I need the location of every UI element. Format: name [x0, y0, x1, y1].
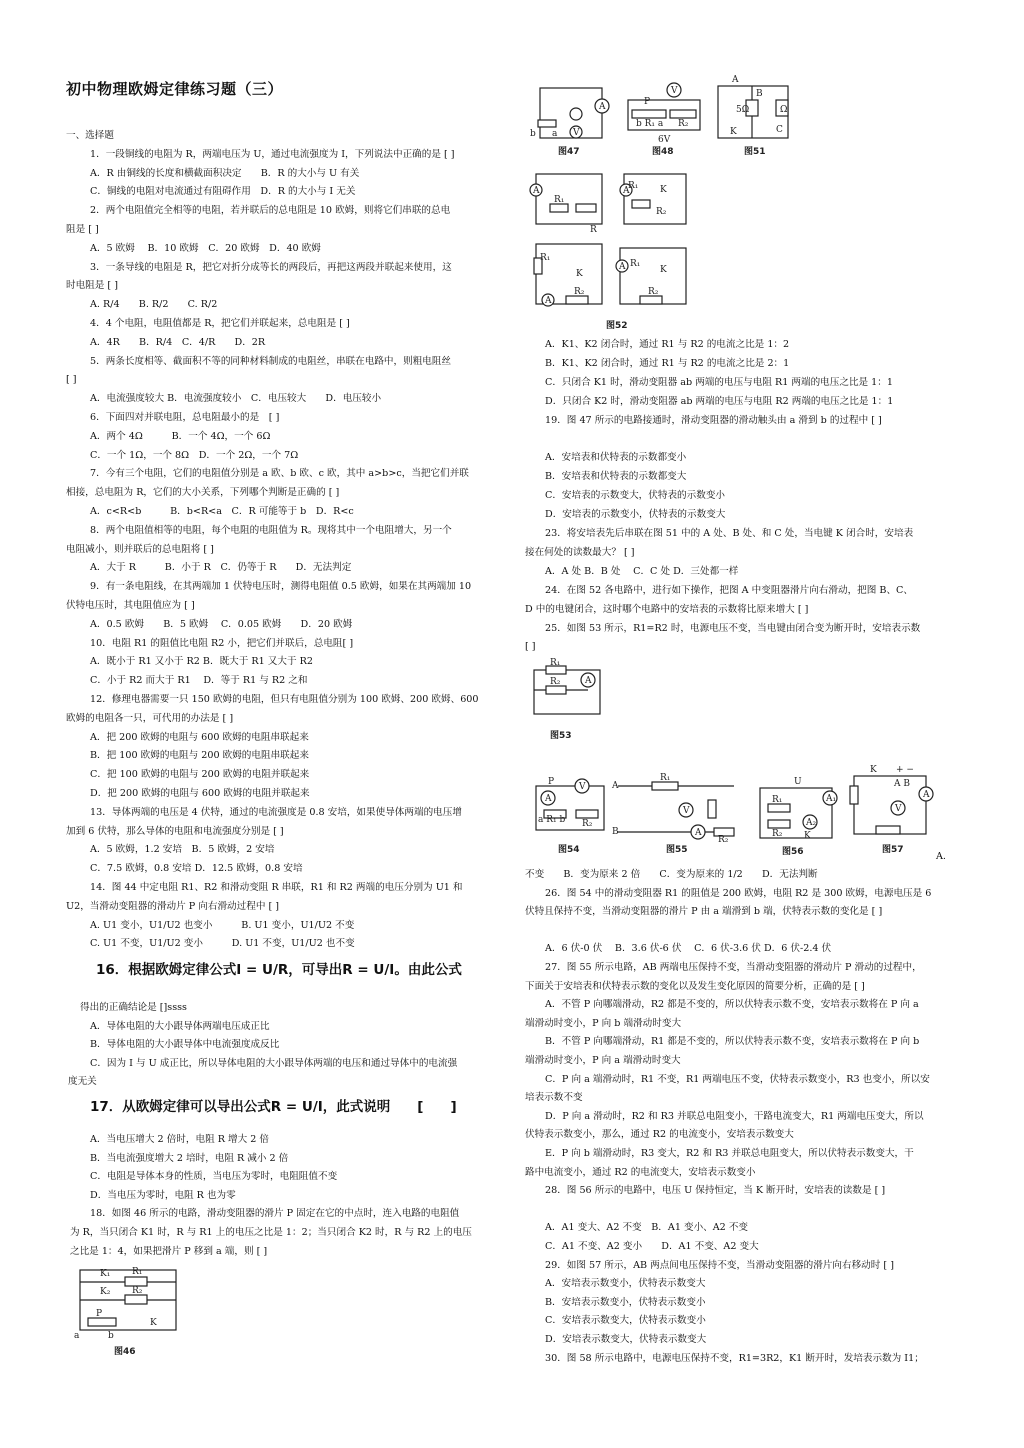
svg-text:A: A [533, 186, 540, 196]
left-line: A．0.5 欧姆 B．5 欧姆 C．0.05 欧姆 D．20 欧姆 [90, 618, 353, 630]
svg-text:A: A [623, 186, 630, 196]
figure-53 [528, 658, 608, 744]
right2-line: 27．图 55 所示电路，AB 两端电压保持不变，当滑动变阻器的滑动片 P 滑动的过程中， [545, 962, 922, 973]
left-line: 7．今有三个电阻，它们的电阻值分别是 a 欧、b 欧、c 欧，其中 a>b>c，当把它们并联 [90, 468, 469, 480]
left-line: A. U1 变小，U1/U2 也变小 B. U1 变小，U1/U2 不变 [90, 919, 355, 931]
fig47-caption: 图47 [558, 147, 580, 157]
fig54-caption: 图54 [558, 845, 580, 855]
figure-46 [70, 1262, 185, 1357]
left3-line: C．电阻是导体本身的性质，当电压为零时，电阻阻值不变 [90, 1171, 338, 1183]
fig52-caption: 图52 [606, 321, 628, 331]
left-line: A．R 由铜线的长度和横截面积决定 B．R 的大小与 U 有关 [90, 167, 360, 179]
svg-text:R₂: R₂ [772, 829, 783, 839]
right-line: A．A 处 B．B 处 C．C 处 D．三处都一样 [545, 565, 739, 577]
svg-text:a: a [552, 129, 558, 139]
left-line: 一、选择题 [66, 130, 114, 141]
svg-text:A: A [732, 75, 739, 85]
svg-text:R₂: R₂ [132, 1286, 143, 1296]
left-line: B．把 100 欧姆的电阻与 200 欧姆的电阻串联起来 [90, 750, 309, 762]
left-line: C．一个 1Ω，一个 8Ω D．一个 2Ω，一个 7Ω [90, 449, 299, 461]
left-line: 8．两个电阻值相等的电阻，每个电阻的电阻值为 R。现将其中一个电阻增大，另一个 [90, 524, 452, 536]
fig57-trailing-text: A. [936, 851, 946, 862]
fig55-caption: 图55 [666, 845, 688, 855]
right2-line: D．P 向 a 滑动时，R2 和 R3 并联总电阻变小，干路电流变大，R1 两端电压变大，所以 [545, 1110, 924, 1122]
fig46-caption: 图46 [114, 1347, 136, 1357]
figure-56 [754, 774, 838, 858]
svg-text:A: A [923, 790, 930, 800]
svg-text:C: C [776, 125, 783, 135]
svg-text:K₂: K₂ [100, 1287, 111, 1297]
left-line: 电阻减小，则并联后的总电阻将 [ ] [66, 543, 214, 555]
svg-text:V: V [579, 782, 586, 792]
svg-text:A: A [612, 781, 619, 791]
svg-text:b: b [108, 1331, 114, 1341]
svg-text:a R₁ b: a R₁ b [538, 815, 566, 825]
svg-text:B: B [756, 89, 763, 99]
left-line: 9．有一条电阻线，在其两端加 1 伏特电压时，测得电阻值 0.5 欧姆，如果在其两端加 10 [90, 581, 472, 593]
left-line: U2，当滑动变阻器的滑动片 P 向右滑动过程中 [ ] [66, 900, 280, 912]
right2-line: C．P 向 a 端滑动时，R1 不变，R1 两端电压不变，伏特表示数变小，R3 也变小，所以安 [545, 1073, 930, 1085]
left-line: C．把 100 欧姆的电阻与 200 欧姆的电阻并联起来 [90, 769, 310, 781]
left-line: 3．一条导线的电阻是 R，把它对折分成等长的两段后，再把这两段并联起来使用，这 [90, 261, 452, 273]
left-line: 6．下面四对并联电阻，总电阻最小的是 [ ] [90, 412, 280, 423]
right-line: 23．将安培表先后串联在图 51 中的 A 处、B 处、和 C 处，当电键 K 闭合时，安培表 [545, 528, 914, 539]
left2-line: 得出的正确结论是 []ssss [80, 1002, 187, 1013]
svg-text:A₂: A₂ [806, 818, 817, 828]
svg-text:K: K [660, 185, 667, 195]
svg-text:b: b [530, 129, 536, 139]
svg-text:A: A [545, 794, 552, 804]
svg-text:P: P [96, 1309, 103, 1319]
right-line: C．安培表的示数变大，伏特表的示数变小 [545, 490, 726, 502]
left3-line: 为 R，当只闭合 K1 时，R 与 R1 上的电压之比是 1：2；当只闭合 K2 时，R 与 R2 上的电压 [70, 1227, 472, 1238]
svg-text:R₂: R₂ [648, 287, 659, 297]
left-line: C．7.5 欧姆，0.8 安培 D．12.5 欧姆，0.8 安培 [90, 863, 303, 875]
left-line: 5．两条长度相等、截面积不等的同种材料制成的电阻丝，串联在电路中，则粗电阻丝 [90, 355, 452, 367]
figure-57 [846, 762, 938, 858]
left-line: 10．电阻 R1 的阻值比电阻 R2 小，把它们并联后，总电阻[ ] [90, 637, 354, 649]
right2-line: A．不管 P 向哪端滑动，R2 都是不变的，所以伏特表示数不变，安培表示数将在 P 向 a [545, 999, 919, 1011]
left2-line: B．导体电阻的大小跟导体中电流强度成反比 [90, 1039, 280, 1051]
svg-text:R₂: R₂ [678, 119, 689, 129]
left-line: 4．4 个电阻，电阻值都是 R，把它们并联起来，总电阻是 [ ] [90, 318, 350, 329]
figure-48 [618, 80, 708, 158]
right-line: A．安培表和伏特表的示数都变小 [545, 452, 687, 464]
right-line: 25．如图 53 所示，R1=R2 时，电源电压不变，当电键由闭合变为断开时，安培表示数 [545, 622, 921, 634]
left-line: A．既小于 R1 又小于 R2 B．既大于 R1 又大于 R2 [90, 656, 313, 668]
left-line: [ ] [66, 374, 77, 386]
figure-52 [528, 168, 694, 334]
svg-text:V: V [671, 86, 678, 96]
fig56-caption: 图56 [782, 847, 804, 857]
right2-line: E．P 向 b 端滑动时，R3 变大，R2 和 R3 并联总电阻变大，所以伏特表示数变大，干 [545, 1148, 914, 1159]
right2-line: 伏特表示数变小，那么，通过 R2 的电流变小，安培表示数变大 [525, 1129, 794, 1141]
svg-text:K₁: K₁ [100, 1269, 111, 1279]
left-line: 1．一段铜线的电阻为 R，两端电压为 U，通过电流强度为 I，下列说法中正确的是 [ ] [90, 148, 455, 160]
right-line: D．安培表的示数变小，伏特表的示数变大 [545, 509, 726, 521]
figure-51 [712, 74, 798, 158]
right2-line: 端滑动时变小，P 向 a 端滑动时变大 [525, 1055, 681, 1066]
svg-text:K: K [730, 127, 737, 137]
svg-text:Ω: Ω [780, 105, 788, 115]
svg-text:R₁: R₁ [660, 773, 671, 783]
left-line: 欧姆的电阻各一只，可代用的办法是 [ ] [66, 712, 234, 724]
svg-text:A₁: A₁ [826, 794, 837, 804]
right-line: A．K1、K2 闭合时，通过 R1 与 R2 的电流之比是 1：2 [545, 339, 790, 350]
right-line: C．只闭合 K1 时，滑动变阻器 ab 两端的电压与电阻 R1 两端的电压之比是 1：1 [545, 376, 893, 388]
right-line: 接在何处的读数最大？ [ ] [525, 546, 635, 558]
left-line: C. U1 不变，U1/U2 变小 D. U1 不变，U1/U2 也不变 [90, 938, 355, 950]
svg-text:P: P [548, 777, 555, 787]
right2-line: 端滑动时变小，P 向 b 端滑动时变大 [525, 1017, 682, 1029]
right-line: [ ] [525, 641, 536, 653]
svg-text:V: V [573, 128, 580, 138]
left-line: A．电流强度较大 B．电流强度较小 C．电压较大 D．电压较小 [90, 393, 382, 405]
left-line: A．大于 R B．小于 R C．仍等于 R D．无法判定 [90, 562, 352, 574]
svg-text:R₂: R₂ [656, 207, 667, 217]
right2-line: C．安培表示数变大，伏特表示数变小 [545, 1315, 706, 1327]
fig48-caption: 图48 [652, 147, 674, 157]
right2-line: A．A1 变大、A2 不变 B．A1 变小、A2 不变 [545, 1222, 749, 1234]
left-line: 12．修理电器需要一只 150 欧姆的电阻，但只有电阻值分别为 100 欧姆、200 欧姆、600 [90, 694, 479, 705]
left3-line: D．当电压为零时，电阻 R 也为零 [90, 1189, 236, 1201]
left-line: 13．导体两端的电压是 4 伏特，通过的电流强度是 0.8 安培，如果使导体两端的电压增 [90, 806, 462, 818]
left-line: A．5 欧姆 B．10 欧姆 C．20 欧姆 D．40 欧姆 [90, 242, 321, 254]
left2-line: A．导体电阻的大小跟导体两端电压成正比 [90, 1020, 270, 1032]
svg-text:R₁: R₁ [630, 259, 641, 269]
svg-text:5Ω: 5Ω [736, 105, 750, 115]
svg-text:P: P [644, 97, 651, 107]
page-title: 初中物理欧姆定律练习题（三） [66, 80, 284, 98]
question-16-formula: 16．根据欧姆定律公式I = U/R，可导出R = U/I。由此公式 [96, 962, 462, 978]
left-line: A．c<R<b B．b<R<a C．R 可能等于 b D．R<c [90, 506, 354, 517]
left-line: D．把 200 欧姆的电阻与 600 欧姆的电阻并联起来 [90, 788, 310, 799]
right2-line: D．安培表示数变大，伏特表示数变大 [545, 1334, 707, 1345]
right2-line: 30．图 58 所示电路中，电源电压保持不变，R1=3R2，K1 断开时，发培表示数为 I1； [545, 1352, 924, 1364]
left-line: 时电阻是 [ ] [66, 280, 118, 292]
right2-line: A．6 伏-0 伏 B．3.6 伏-6 伏 C．6 伏-3.6 伏 D．6 伏-2.4 伏 [545, 943, 832, 955]
right2-line: 下面关于安培表和伏特表示数的变化以及发生变化原因的简要分析，正确的是 [ ] [525, 980, 865, 992]
svg-text:+ −: + − [896, 765, 914, 775]
svg-text:a: a [74, 1331, 80, 1341]
right-line: 19．图 47 所示的电路接通时，滑动变阻器的滑动触头由 a 滑到 b 的过程中 [ ] [545, 414, 882, 426]
svg-text:R₁: R₁ [540, 253, 551, 263]
left3-line: A．当电压增大 2 倍时，电阻 R 增大 2 倍 [90, 1134, 269, 1145]
svg-text:R₂: R₂ [582, 819, 593, 829]
left-line: 14．图 44 中定电阻 R1、R2 和滑动变阻 R 串联，R1 和 R2 两端的电压分别为 U1 和 [90, 882, 463, 893]
right2-line: 不变 B．变为原来 2 倍 C．变为原来的 1/2 D．无法判断 [525, 869, 818, 880]
figure-47 [528, 80, 614, 158]
svg-text:A: A [695, 828, 702, 838]
svg-text:R₂: R₂ [574, 287, 585, 297]
left-line: 伏特电压时，其电阻值应为 [ ] [66, 600, 195, 611]
right-line: B．安培表和伏特表的示数都变大 [545, 471, 687, 483]
svg-text:A: A [619, 262, 626, 272]
left3-line: 之比是 1：4，如果把滑片 P 移到 a 端，则 [ ] [70, 1245, 268, 1257]
left-line: 加到 6 伏特，那么导体的电阻和电流强度分别是 [ ] [66, 825, 284, 837]
svg-text:R₁: R₁ [628, 181, 639, 191]
left-line: A．4R B．R/4 C．4/R D．2R [90, 336, 266, 348]
svg-text:R₁: R₁ [132, 1267, 143, 1277]
left2-line: 度无关 [68, 1076, 97, 1088]
right2-line: B．安培表示数变小，伏特表示数变小 [545, 1296, 706, 1308]
left-line: 阻是 [ ] [66, 224, 99, 235]
left-line: 2．两个电阻值完全相等的电阻，若并联后的总电阻是 10 欧姆，则将它们串联的总电 [90, 205, 451, 217]
svg-text:B: B [612, 827, 619, 837]
svg-text:V: V [683, 806, 690, 816]
svg-text:A: A [585, 676, 592, 686]
svg-text:R₁: R₁ [772, 795, 783, 805]
right-line: D．只闭合 K2 时，滑动变阻器 ab 两端的电压与电阻 R2 两端的电压之比是 1：1 [545, 395, 894, 407]
right2-line: A．安培表示数变小，伏特表示数变大 [545, 1278, 706, 1290]
svg-text:A B: A B [894, 779, 910, 789]
svg-text:K: K [576, 269, 583, 279]
left-line: 相接，总电阻为 R，它们的大小关系，下列哪个判断是正确的 [ ] [66, 487, 340, 499]
left-line: A. R/4 B. R/2 C. R/2 [90, 299, 218, 311]
left3-line: 18．如图 46 所示的电路，滑动变阻器的滑片 P 固定在它的中点时，连入电路的电阻值 [90, 1208, 460, 1220]
right2-line: 26．图 54 中的滑动变阻器 R1 的阻值是 200 欧姆，电阻 R2 是 300 欧姆，电源电压是 6 [545, 887, 932, 899]
svg-text:R₁: R₁ [554, 195, 565, 205]
right-line: B．K1、K2 闭合时，通过 R1 与 R2 的电流之比是 2：1 [545, 357, 790, 369]
right2-line: B．不管 P 向哪端滑动，R1 都是不变的，所以伏特表示数不变，安培表示数将在 P 向 b [545, 1036, 920, 1048]
svg-text:R₂: R₂ [550, 677, 561, 687]
right2-line: 28．图 56 所示的电路中，电压 U 保持恒定，当 K 断开时，安培表的读数是 [ ] [545, 1185, 886, 1197]
left-line: A．把 200 欧姆的电阻与 600 欧姆的电阻串联起来 [90, 731, 309, 743]
right2-line: 培表示数不变 [525, 1092, 583, 1104]
svg-text:K: K [150, 1318, 157, 1328]
figure-54 [530, 770, 610, 856]
question-17-formula: 17．从欧姆定律可以导出公式R = U/I，此式说明 [ ] [90, 1099, 457, 1115]
left3-line: B．当电流强度增大 2 培时，电阻 R 减小 2 倍 [90, 1152, 289, 1164]
figure-55 [614, 770, 742, 856]
fig57-caption: 图57 [882, 845, 904, 855]
right2-line: 29．如图 57 所示，AB 两点间电压保持不变，当滑动变阻器的滑片向右移动时 [ ] [545, 1259, 894, 1271]
svg-text:R: R [590, 225, 597, 235]
left-line: C．铜线的电阻对电流通过有阻碍作用 D．R 的大小与 I 无关 [90, 186, 356, 198]
svg-text:K: K [660, 265, 667, 275]
right2-line: 路中电流变小，通过 R2 的电流变大，安培表示数变小 [525, 1166, 756, 1178]
fig53-caption: 图53 [550, 731, 572, 741]
left-line: A．5 欧姆，1.2 安培 B．5 欧姆，2 安培 [90, 844, 275, 856]
svg-text:K: K [870, 765, 877, 775]
svg-text:b R₁ a: b R₁ a [636, 119, 664, 129]
left2-line: C．因为 I 与 U 成正比，所以导体电阻的大小跟导体两端的电压和通过导体中的电流强 [90, 1057, 458, 1069]
left-line: A．两个 4Ω B．一个 4Ω，一个 6Ω [90, 430, 271, 442]
fig51-caption: 图51 [744, 147, 766, 157]
svg-text:A: A [599, 102, 606, 112]
svg-text:6V: 6V [658, 135, 671, 145]
svg-text:U: U [794, 777, 802, 787]
right2-line: 伏特且保持不变，当滑动变阻器的滑片 P 由 a 端滑到 b 端，伏特表示数的变化是 [ ] [525, 906, 883, 918]
svg-text:R₁: R₁ [550, 658, 561, 668]
svg-text:A: A [545, 296, 552, 306]
svg-text:R₂: R₂ [718, 835, 729, 845]
right-line: 24．在图 52 各电路中，进行如下操作，把图 A 中变阻器滑片向右滑动，把图 B、C、 [545, 584, 913, 596]
svg-text:K: K [804, 831, 811, 841]
left-line: C．小于 R2 而大于 R1 D．等于 R1 与 R2 之和 [90, 675, 308, 687]
svg-text:V: V [895, 804, 902, 814]
right-line: D 中的电键闭合，这时哪个电路中的安培表的示数将比原来增大 [ ] [525, 603, 809, 615]
right2-line: C．A1 不变、A2 变小 D．A1 不变、A2 变大 [545, 1241, 759, 1252]
